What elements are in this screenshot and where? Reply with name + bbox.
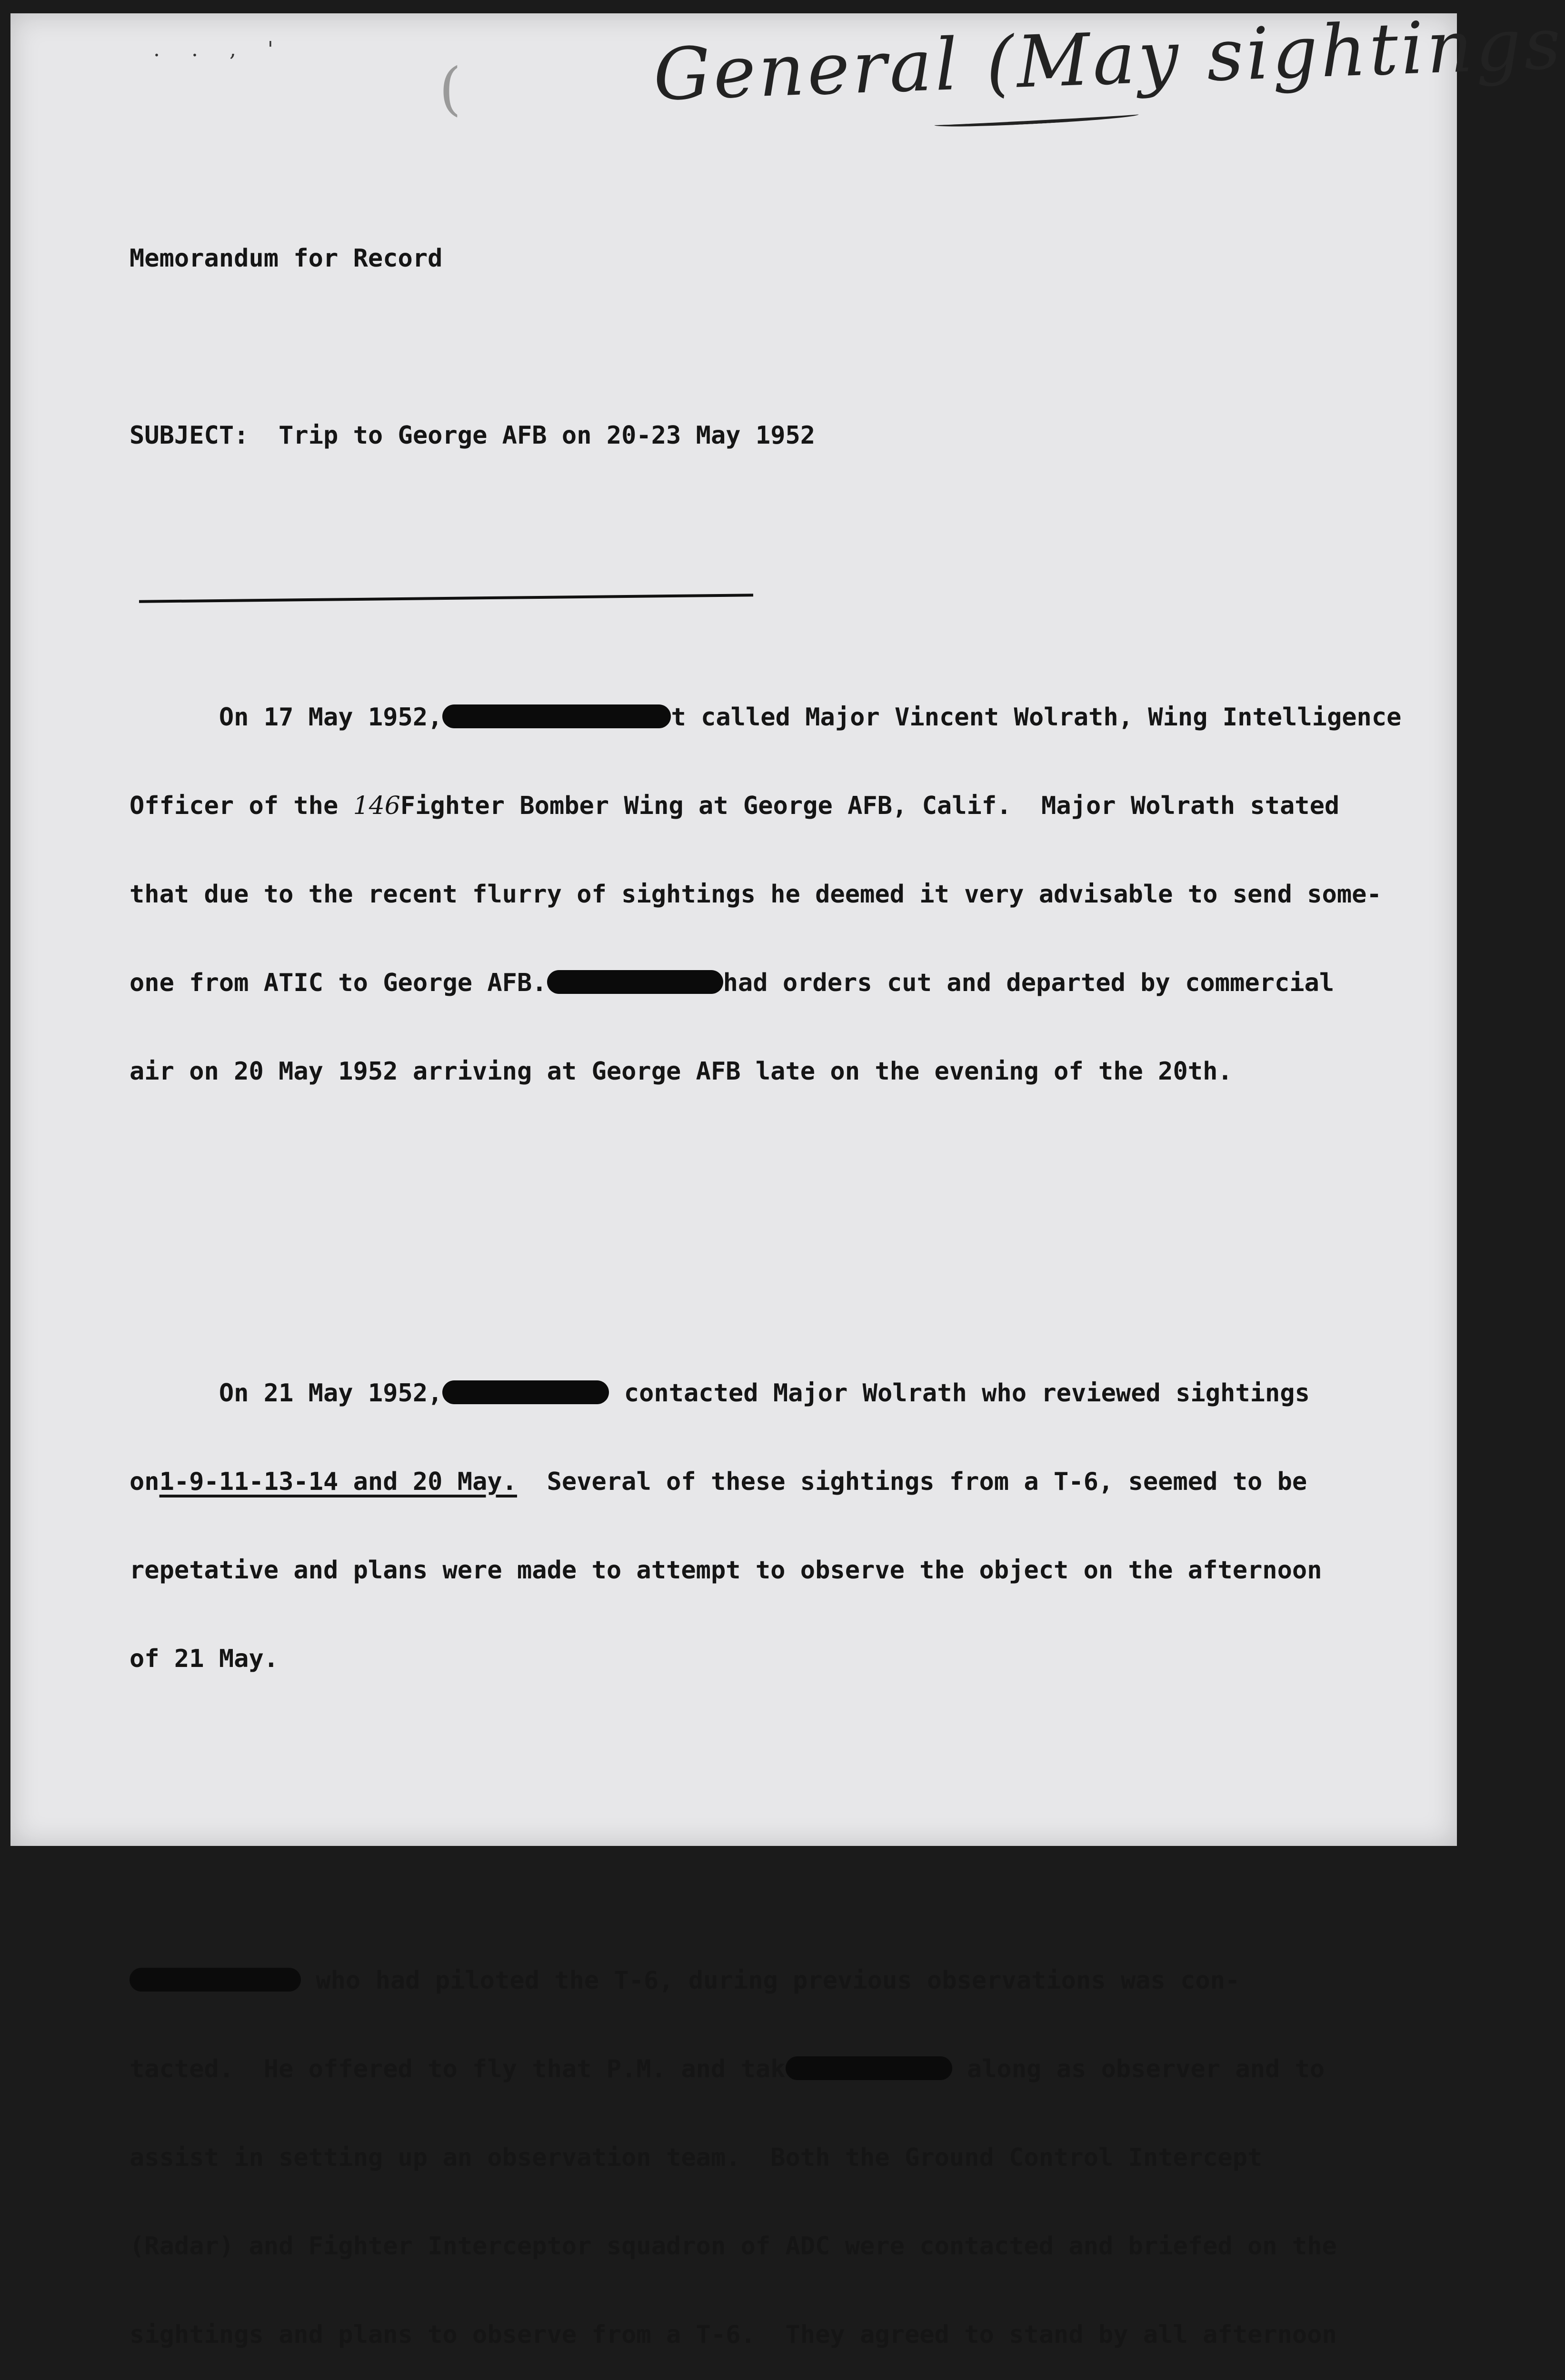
redaction-mark — [442, 704, 671, 728]
handwritten-note: General (May sightings — [652, 2, 1565, 117]
p3-line3: assist in setting up an observation team. Both the Ground Control Intercept — [130, 2143, 1263, 2172]
p1-line2a: Officer of the — [130, 792, 353, 820]
paragraph-3 — [130, 1907, 1444, 2380]
redaction-mark — [130, 1968, 301, 1992]
p3-line1b: who had piloted the T-6, during previous observations was con- — [316, 1966, 1240, 1995]
memo-body — [130, 185, 1444, 2380]
p2-line2a: on — [130, 1468, 159, 1496]
p1-line3: that due to the recent flurry of sightings he deemed it very advisable to send some- — [130, 880, 1382, 909]
p2-line4: of 21 May. — [130, 1645, 279, 1673]
redaction-mark — [786, 2056, 952, 2080]
subject-text: Trip to George AFB on 20-23 May 1952 — [279, 421, 816, 450]
p1-line1a: On 17 May 1952, — [130, 703, 443, 732]
p2-line1a: On 21 May 1952, — [130, 1379, 443, 1408]
handwritten-wing-number: 146 — [353, 792, 400, 820]
p3-line2a: tacted. He offered to fly that P.M. and tak — [130, 2055, 786, 2083]
p3-line5: sightings and plans to observe from a T-6. They agreed to stand by all afternoon — [130, 2320, 1337, 2349]
p3-line4: (Radar) and Fighter Interceptor squadron of ADC were contacted and briefed on the — [130, 2232, 1337, 2261]
document-page — [10, 2, 1565, 2349]
corner-marks: . . , ' — [153, 37, 286, 61]
corner-paren-mark: ( — [439, 56, 461, 122]
underlined-sighting-dates: 1-9-11-13-14 and 20 May. — [159, 1468, 517, 1496]
memo-heading: Memorandum for Record — [130, 244, 443, 273]
memo-subject — [130, 421, 1444, 450]
subject-label: SUBJECT: — [130, 421, 249, 450]
paragraph-2 — [130, 1319, 1444, 1733]
p1-line1b: t called Major Vincent Wolrath, Wing Intelligence — [671, 703, 1402, 732]
redaction-mark — [547, 970, 723, 994]
p2-line1b: contacted Major Wolrath who reviewed sightings — [624, 1379, 1310, 1408]
p3-line2b: along as observer and to — [967, 2055, 1325, 2083]
p1-line2b: Fighter Bomber Wing at George AFB, Calif. Major Wolrath stated — [400, 792, 1340, 820]
p2-line3: repetative and plans were made to attempt to observe the object on the afternoon — [130, 1556, 1322, 1585]
paragraph-1 — [130, 644, 1444, 1145]
p1-line5: air on 20 May 1952 arriving at George AFB late on the evening of the 20th. — [130, 1057, 1233, 1086]
p1-line4a: one from ATIC to George AFB. — [130, 969, 547, 997]
redaction-mark — [442, 1380, 609, 1404]
p2-line2b: Several of these sightings from a T-6, seemed to be — [517, 1468, 1307, 1496]
handwritten-underline — [934, 110, 1139, 129]
p1-line4b: had orders cut and departed by commercial — [723, 969, 1335, 997]
